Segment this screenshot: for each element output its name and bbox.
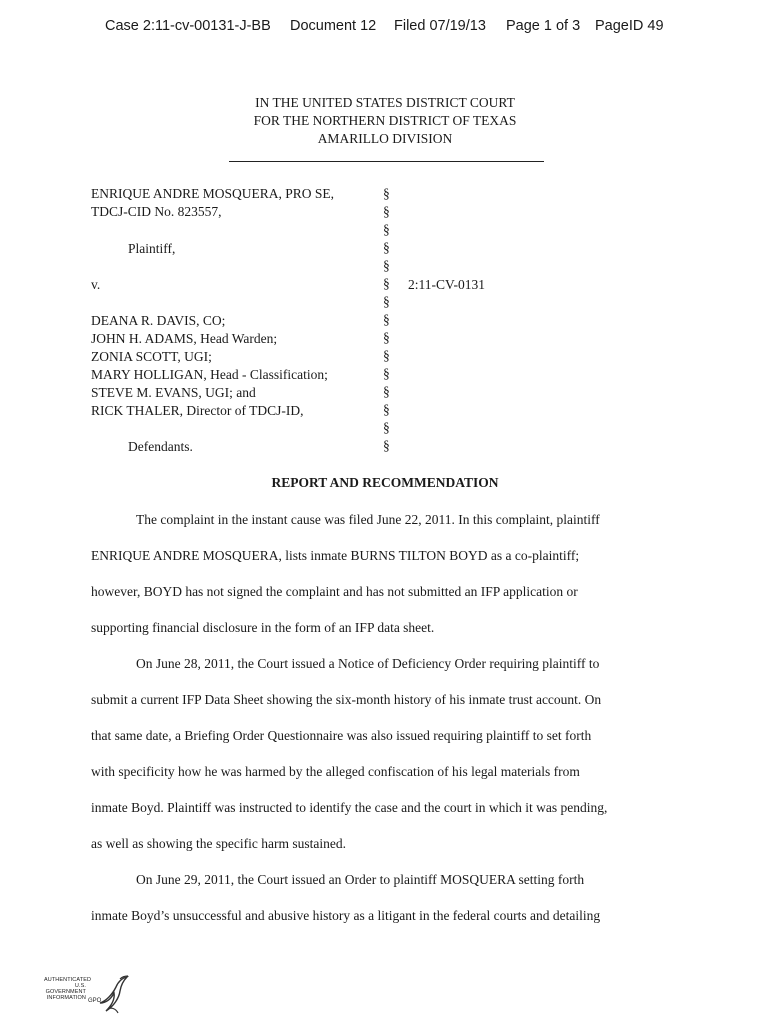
header-case-number: Case 2:11-cv-00131-J-BB <box>105 18 271 34</box>
plaintiff-id: TDCJ-CID No. 823557, <box>91 204 222 219</box>
header-filed-date: Filed 07/19/13 <box>394 18 486 34</box>
heading-rule <box>229 161 544 162</box>
header-document: Document 12 <box>290 18 377 34</box>
body-line: ENRIQUE ANDRE MOSQUERA, lists inmate BURNS TILTON BOYD as a co-plaintiff; <box>91 548 580 563</box>
logo-gpo-text: GPO <box>88 998 102 1004</box>
header-pageid: PageID 49 <box>595 18 664 34</box>
body-line: however, BOYD has not signed the complaint and has not submitted an IFP application or <box>91 584 578 599</box>
section-symbol: § <box>383 258 390 273</box>
body-line: submit a current IFP Data Sheet showing the six-month history of his inmate trust account. On <box>91 692 602 707</box>
body-line: On June 28, 2011, the Court issued a Notice of Deficiency Order requiring plaintiff to <box>136 656 600 671</box>
defendant-item: JOHN H. ADAMS, Head Warden; <box>91 331 278 346</box>
defendant-item: ZONIA SCOTT, UGI; <box>91 349 212 364</box>
court-division-line: AMARILLO DIVISION <box>317 131 453 146</box>
defendant-item: STEVE M. EVANS, UGI; and <box>91 385 256 400</box>
section-symbol: § <box>383 204 390 219</box>
section-symbol: § <box>383 438 390 453</box>
defendant-item: DEANA R. DAVIS, CO; <box>91 313 226 328</box>
section-symbol: § <box>383 222 390 237</box>
section-symbol: § <box>383 384 390 399</box>
logo-line: AUTHENTICATED <box>44 977 92 983</box>
section-symbol: § <box>383 276 390 291</box>
section-symbol: § <box>383 294 390 309</box>
body-line: that same date, a Briefing Order Questionnaire was also issued requiring plaintiff to set forth <box>91 728 592 743</box>
logo-line: U.S. GOVERNMENT <box>45 983 86 995</box>
plaintiff-label: Plaintiff, <box>128 241 176 256</box>
case-number: 2:11-CV-0131 <box>408 277 486 292</box>
court-district-line: FOR THE NORTHERN DISTRICT OF TEXAS <box>253 113 517 128</box>
versus: v. <box>91 277 101 292</box>
body-line: supporting financial disclosure in the form of an IFP data sheet. <box>91 620 435 635</box>
section-symbol: § <box>383 402 390 417</box>
defendants-label: Defendants. <box>128 439 193 454</box>
court-name-line: IN THE UNITED STATES DISTRICT COURT <box>255 95 515 110</box>
header-page: Page 1 of 3 <box>506 18 581 34</box>
section-symbol: § <box>383 348 390 363</box>
eagle-emblem-icon <box>94 973 130 1017</box>
document-title: REPORT AND RECOMMENDATION <box>271 475 499 490</box>
gpo-authentication-logo <box>44 973 130 1017</box>
defendant-item: MARY HOLLIGAN, Head - Classification; <box>91 367 328 382</box>
body-line: On June 29, 2011, the Court issued an Order to plaintiff MOSQUERA setting forth <box>136 872 585 887</box>
section-symbol: § <box>383 312 390 327</box>
section-symbol: § <box>383 366 390 381</box>
section-symbol: § <box>383 330 390 345</box>
section-symbol: § <box>383 240 390 255</box>
logo-line: INFORMATION <box>46 995 86 1001</box>
section-symbol: § <box>383 186 390 201</box>
logo-text <box>44 977 92 1001</box>
defendant-item: RICK THALER, Director of TDCJ-ID, <box>91 403 304 418</box>
body-line: as well as showing the specific harm sustained. <box>91 836 346 851</box>
body-line: The complaint in the instant cause was filed June 22, 2011. In this complaint, plaintiff <box>136 512 600 527</box>
body-line: inmate Boyd’s unsuccessful and abusive history as a litigant in the federal courts and detailing <box>91 908 601 923</box>
body-line: inmate Boyd. Plaintiff was instructed to identify the case and the court in which it was pending, <box>91 800 608 815</box>
plaintiff-name: ENRIQUE ANDRE MOSQUERA, PRO SE, <box>91 186 335 201</box>
section-symbol: § <box>383 420 390 435</box>
body-line: with specificity how he was harmed by the alleged confiscation of his legal materials from <box>91 764 580 779</box>
